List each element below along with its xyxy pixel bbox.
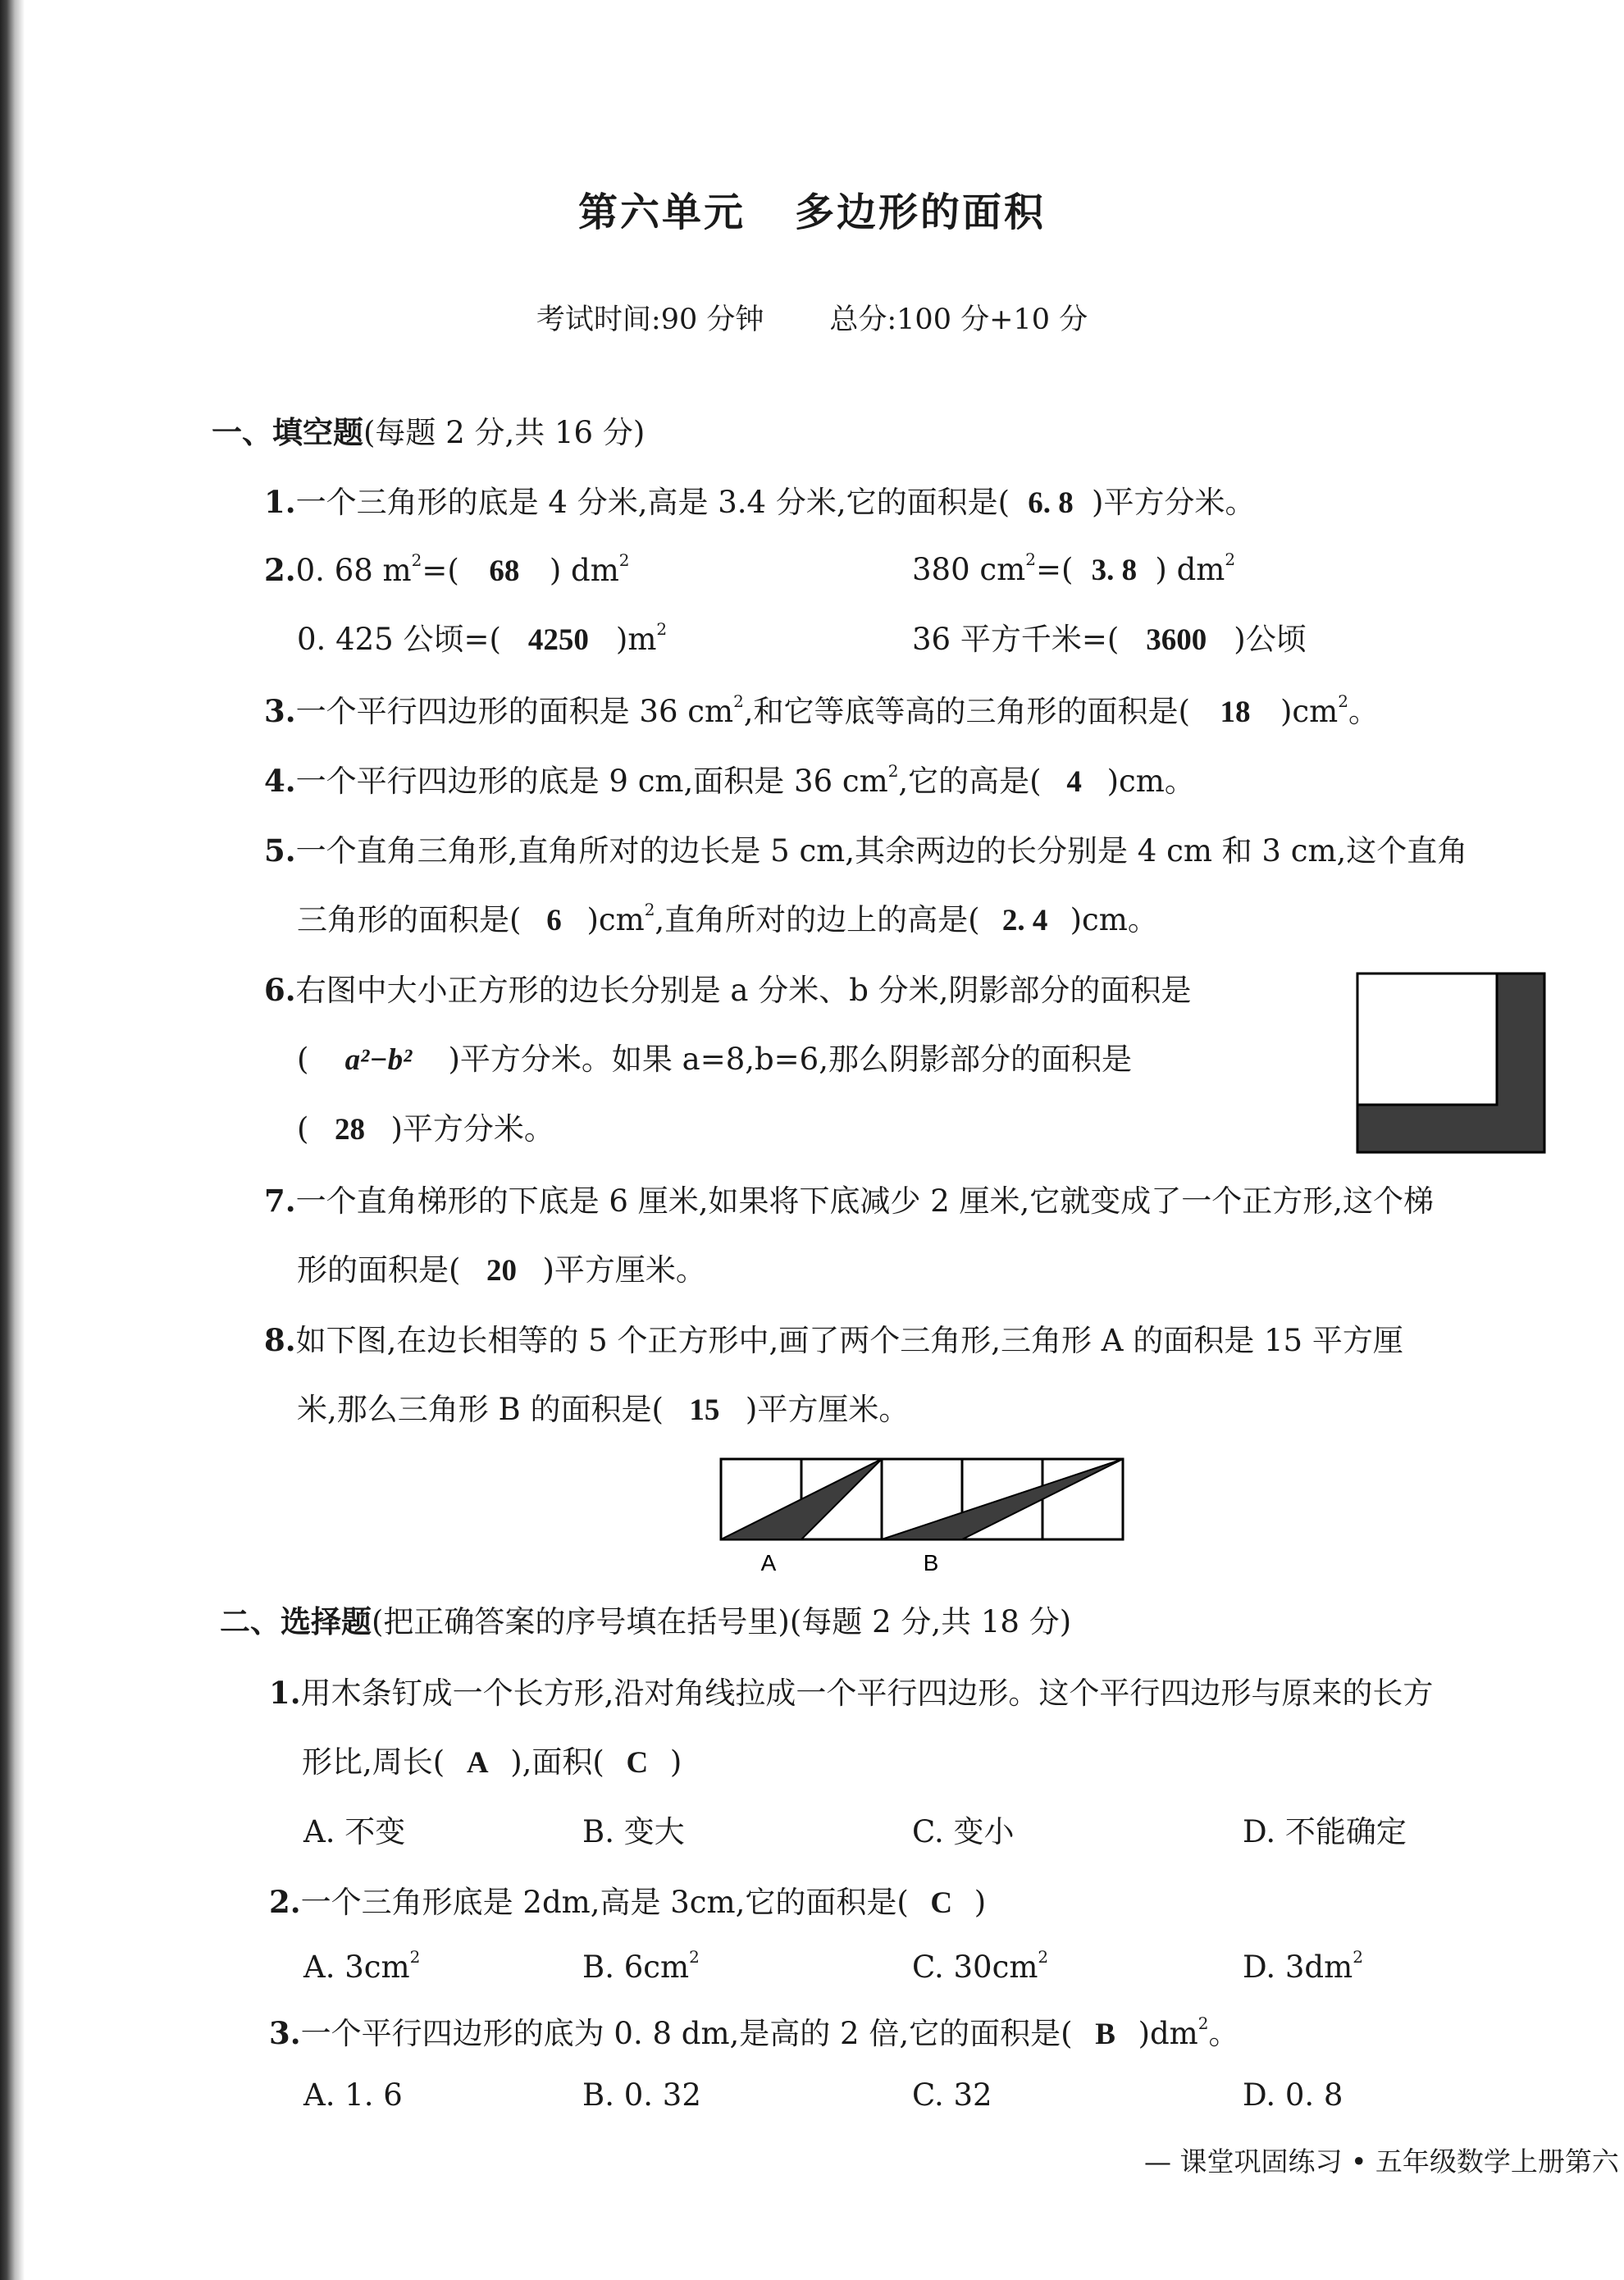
answer: 6 [546, 904, 562, 937]
s2-q3-option-a: A. 1. 6 [303, 2077, 403, 2113]
section2-heading: 二、选择题(把正确答案的序号填在括号里)(每题 2 分,共 18 分) [220, 1603, 1072, 1639]
s1-question-2d: 36 平方千米=( 3600 )公顷 [912, 622, 1307, 657]
answer: C [930, 1886, 953, 1920]
s2-question-3: 3.一个平行四边形的底为 0. 8 dm,是高的 2 倍,它的面积是( B )$dm^2$。 [269, 2013, 1239, 2051]
s2-q1-option-a: A. 不变 [303, 1814, 406, 1849]
page-footer: — 课堂巩固练习 • 五年级数学上册第六 [1144, 2145, 1619, 2177]
answer: 2. 4 [1001, 904, 1048, 937]
s1-question-5-line1: 5.一个直角三角形,直角所对的边长是 5 cm,其余两边的长分别是 4 cm 和 3 cm,这个直角 [264, 832, 1468, 869]
label-b: B [923, 1550, 939, 1575]
s1-question-2b: 380 $cm^2=$( 3. 8 ) $dm^2$ [912, 549, 1236, 587]
answer: 3600 [1146, 623, 1207, 657]
s1-question-6-line2: ( a²−b² )平方分米。如果 a=8,b=6,那么阴影部分的面积是 [297, 1042, 1132, 1077]
page-title [0, 180, 1624, 237]
s2-question-1-line2: 形比,周长( A ),面积( C ) [302, 1744, 682, 1780]
section1-heading: 一、填空题(每题 2 分,共 16 分) [212, 414, 645, 450]
s1-question-8-line2: 米,那么三角形 B 的面积是( 15 )平方厘米。 [297, 1392, 910, 1427]
answer: C [626, 1746, 649, 1780]
s1-question-6-line3: ( 28 )平方分米。 [297, 1111, 554, 1147]
five-squares-figure [718, 1456, 1128, 1579]
page-binding-edge [0, 0, 25, 2280]
s2-q2-option-b: B. $6cm^2$ [582, 1947, 700, 1985]
answer: 15 [689, 1393, 720, 1427]
answer: 68 [489, 554, 520, 588]
answer: 20 [486, 1254, 517, 1288]
s1-question-2c: 0. 425 公顷=( 4250 )$m^2$ [297, 619, 668, 657]
s1-question-5-line2: 三角形的面积是( 6 )$cm^2$,直角所对的边上的高是( 2. 4 )cm。 [297, 900, 1158, 937]
label-a: A [760, 1550, 777, 1575]
answer: a²−b² [344, 1043, 413, 1077]
s2-q2-option-d: D. $3dm^2$ [1243, 1947, 1363, 1985]
title-unit: 第六单元 [577, 189, 746, 235]
answer: 6. 8 [1028, 486, 1074, 520]
exam-time: 考试时间:90 分钟 [536, 303, 764, 336]
s1-question-6-line1: 6.右图中大小正方形的边长分别是 a 分米、b 分米,阴影部分的面积是 [264, 972, 1192, 1008]
square-5 [1042, 1459, 1123, 1539]
s2-q3-option-b: B. 0. 32 [582, 2077, 701, 2113]
s2-q3-option-d: D. 0. 8 [1243, 2077, 1343, 2113]
s1-question-1: 1.一个三角形的底是 4 分米,高是 3.4 分米,它的面积是( 6. 8 )平方分米。 [264, 484, 1256, 520]
s2-q3-option-c: C. 32 [912, 2077, 992, 2113]
answer: 3. 8 [1091, 554, 1138, 587]
s1-question-7-line1: 7.一个直角梯形的下底是 6 厘米,如果将下底减少 2 厘米,它就变成了一个正方形,这个梯 [264, 1183, 1435, 1219]
s2-q1-option-d: D. 不能确定 [1243, 1814, 1407, 1849]
s2-question-2: 2.一个三角形底是 2dm,高是 3cm,它的面积是( C ) [269, 1884, 987, 1920]
title-topic: 多边形的面积 [795, 189, 1047, 235]
s1-question-4: 4.一个平行四边形的底是 9 cm,面积是 36 $cm^2$,它的高是( 4 )cm。 [264, 761, 1195, 799]
answer: 4 [1066, 765, 1082, 799]
s2-q2-option-a: A. $3cm^2$ [303, 1947, 421, 1985]
s2-question-1-line1: 1.用木条钉成一个长方形,沿对角线拉成一个平行四边形。这个平行四边形与原来的长方 [269, 1675, 1434, 1711]
answer: 4250 [527, 623, 589, 657]
squares-figure [1356, 972, 1546, 1154]
answer: 28 [334, 1113, 365, 1147]
s1-question-2a: 2.0. 68 $m^2=$( 68 ) $dm^2$ [264, 550, 630, 588]
s1-question-8-line1: 8.如下图,在边长相等的 5 个正方形中,画了两个三角形,三角形 A 的面积是 15 平方厘 [264, 1322, 1403, 1358]
answer: B [1095, 2018, 1115, 2051]
answer: A [466, 1746, 489, 1780]
s2-q2-option-c: C. $30cm^2$ [912, 1947, 1049, 1985]
s2-q1-option-b: B. 变大 [582, 1814, 685, 1849]
s2-q1-option-c: C. 变小 [912, 1814, 1015, 1849]
small-square [1357, 974, 1497, 1105]
exam-total-score: 总分:100 分+10 分 [829, 303, 1088, 336]
s1-question-7-line2: 形的面积是( 20 )平方厘米。 [297, 1252, 706, 1288]
s1-question-3: 3.一个平行四边形的面积是 36 $cm^2$,和它等底等高的三角形的面积是( 18 )$cm^2$。 [264, 691, 1379, 729]
answer: 18 [1220, 695, 1251, 729]
exam-info [0, 297, 1624, 338]
